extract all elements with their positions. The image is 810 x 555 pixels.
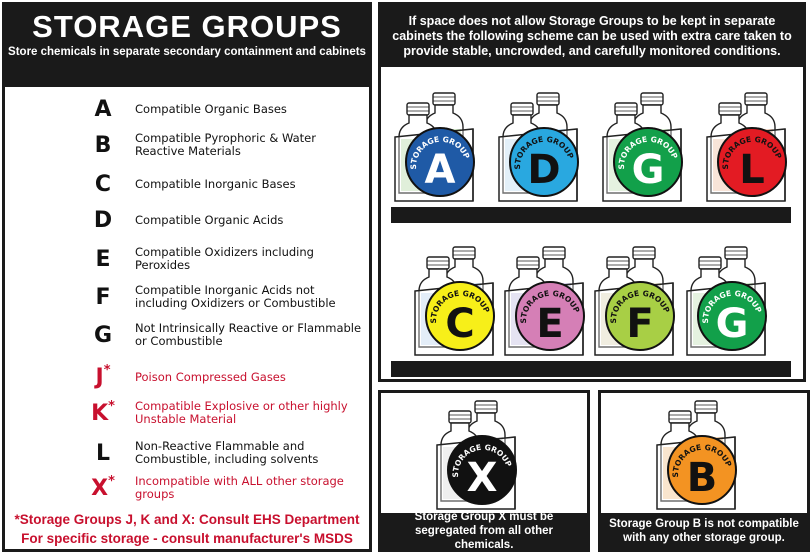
group-description: Compatible Organic Acids	[135, 212, 284, 227]
group-letter	[73, 317, 133, 353]
bottle-cap	[511, 103, 533, 115]
group-x-panel	[378, 390, 590, 552]
badge-caption: STORAGE GROUP	[700, 288, 764, 324]
badge-caption: STORAGE GROUP	[616, 134, 680, 170]
storage-group-badge	[509, 127, 579, 197]
storage-group-badge	[613, 127, 683, 197]
group-description: Non-Reactive Flammable and Combustible, including solvents	[135, 439, 319, 466]
footnote-ehs: *Storage Groups J, K and X: Consult EHS Department	[14, 512, 360, 527]
group-letter-text: E	[95, 246, 111, 272]
storage-group-badge	[447, 435, 517, 505]
group-letter-text: A	[94, 96, 112, 122]
bottle-cap	[543, 247, 565, 259]
bottle-unit-g	[687, 243, 783, 363]
bottle-cap	[745, 93, 767, 105]
group-row-a	[5, 91, 369, 127]
group-description: Compatible Pyrophoric & Water Reactive Materials	[135, 131, 316, 158]
group-letter-text: C	[94, 171, 112, 197]
badge-letter: E	[536, 301, 564, 347]
bottle-cap	[699, 257, 721, 269]
group-row-f	[5, 279, 369, 315]
bottle-cap	[433, 93, 455, 105]
badge-caption: STORAGE GROUP	[720, 134, 784, 170]
group-description: Not Intrinsically Reactive or Flammable or Combustible	[135, 321, 362, 348]
group-letter-text: G	[93, 322, 113, 348]
group-row-d	[5, 202, 369, 238]
group-row-g	[5, 317, 369, 353]
group-row-c	[5, 166, 369, 202]
badge-caption: STORAGE GROUP	[670, 442, 734, 478]
badge-caption: STORAGE GROUP	[608, 288, 672, 324]
group-letter	[73, 91, 133, 127]
group-row-b	[5, 127, 369, 163]
group-b-caption: Storage Group B is not compatible with any other storage group.	[601, 513, 807, 549]
storage-groups-legend-panel	[2, 2, 372, 552]
storage-group-badge	[425, 281, 495, 351]
group-letter-text: F	[95, 284, 111, 310]
bottle-unit-l	[707, 89, 803, 209]
group-letter	[73, 359, 133, 395]
bottle-cap	[695, 401, 717, 413]
group-row-k	[5, 395, 369, 431]
group-letter-text: D	[93, 207, 113, 233]
bottle-unit-a	[395, 89, 491, 209]
badge-caption: STORAGE GROUP	[408, 134, 472, 170]
storage-group-badge	[717, 127, 787, 197]
badge-caption: STORAGE GROUP	[518, 288, 582, 324]
bottle-cap	[633, 247, 655, 259]
group-description: Compatible Inorganic Acids not including Oxidizers or Combustible	[135, 283, 336, 310]
bottle-unit-x	[437, 397, 533, 517]
bottle-cap	[537, 93, 559, 105]
bottle-cap	[453, 247, 475, 259]
group-letter	[73, 166, 133, 202]
group-letter-text: J	[95, 364, 104, 390]
group-letter-text: L	[95, 440, 111, 466]
group-row-e	[5, 241, 369, 277]
group-row-x	[5, 470, 369, 506]
badge-letter: L	[739, 147, 765, 193]
badge-caption: STORAGE GROUP	[450, 442, 514, 478]
badge-letter: A	[424, 147, 456, 193]
combined-storage-scheme-panel	[378, 2, 806, 382]
legend-header	[5, 5, 369, 87]
asterisk-marker: *	[108, 399, 115, 414]
bottle-cap	[669, 411, 691, 423]
bottle-cap	[719, 103, 741, 115]
group-x-caption: Storage Group X must be segregated from all other chemicals.	[381, 513, 587, 549]
storage-group-badge	[697, 281, 767, 351]
group-letter	[73, 470, 133, 506]
page-subtitle: Store chemicals in separate secondary containment and cabinets	[8, 46, 366, 58]
group-b-panel	[598, 390, 810, 552]
bottle-unit-f	[595, 243, 691, 363]
group-letter	[73, 435, 133, 471]
scheme-header: If space does not allow Storage Groups to be kept in separate cabinets the following scheme can be used with extra care taken to provide stable, uncrowded, and carefully monitored conditions.	[381, 5, 803, 67]
group-letter-text: K	[91, 400, 109, 426]
footnote-msds: For specific storage - consult manufacturer's MSDS	[21, 531, 353, 546]
group-description: Compatible Organic Bases	[135, 101, 287, 116]
bottle-cap	[449, 411, 471, 423]
asterisk-marker: *	[103, 363, 111, 378]
group-description: Compatible Oxidizers including Peroxides	[135, 245, 314, 272]
bottle-cap	[427, 257, 449, 269]
bottle-cap	[615, 103, 637, 115]
bottle-cap	[475, 401, 497, 413]
shelf-1	[391, 207, 791, 223]
group-letter	[73, 127, 133, 163]
badge-letter: D	[527, 147, 561, 193]
badge-letter: G	[631, 147, 665, 193]
group-description: Compatible Explosive or other highly Unstable Material	[135, 399, 348, 426]
bottle-unit-e	[505, 243, 601, 363]
badge-letter: G	[715, 301, 749, 347]
storage-group-badge	[515, 281, 585, 351]
group-letter-text: B	[94, 132, 112, 158]
badge-caption: STORAGE GROUP	[512, 134, 576, 170]
bottle-cap	[517, 257, 539, 269]
group-row-j	[5, 359, 369, 395]
bottle-cap	[407, 103, 429, 115]
group-letter	[73, 279, 133, 315]
group-letter	[73, 395, 133, 431]
group-letter	[73, 202, 133, 238]
storage-group-badge	[405, 127, 475, 197]
group-letter	[73, 241, 133, 277]
group-letter-text: X	[91, 475, 109, 501]
page-title: STORAGE GROUPS	[32, 9, 342, 44]
bottle-unit-d	[499, 89, 595, 209]
storage-group-badge	[605, 281, 675, 351]
bottle-unit-b	[657, 397, 753, 517]
group-description: Poison Compressed Gases	[135, 369, 286, 384]
group-row-l	[5, 435, 369, 471]
bottle-cap	[607, 257, 629, 269]
badge-letter: F	[626, 301, 654, 347]
shelf-2	[391, 361, 791, 377]
badge-letter: B	[686, 455, 718, 501]
group-description: Incompatible with ALL other storage groups	[135, 474, 344, 501]
group-description: Compatible Inorganic Bases	[135, 176, 296, 191]
bottle-unit-g	[603, 89, 699, 209]
bottle-cap	[641, 93, 663, 105]
badge-caption: STORAGE GROUP	[428, 288, 492, 324]
bottle-cap	[725, 247, 747, 259]
bottle-unit-c	[415, 243, 511, 363]
badge-letter: C	[445, 301, 475, 347]
storage-group-badge	[667, 435, 737, 505]
badge-letter: X	[466, 455, 498, 501]
asterisk-marker: *	[108, 474, 115, 489]
